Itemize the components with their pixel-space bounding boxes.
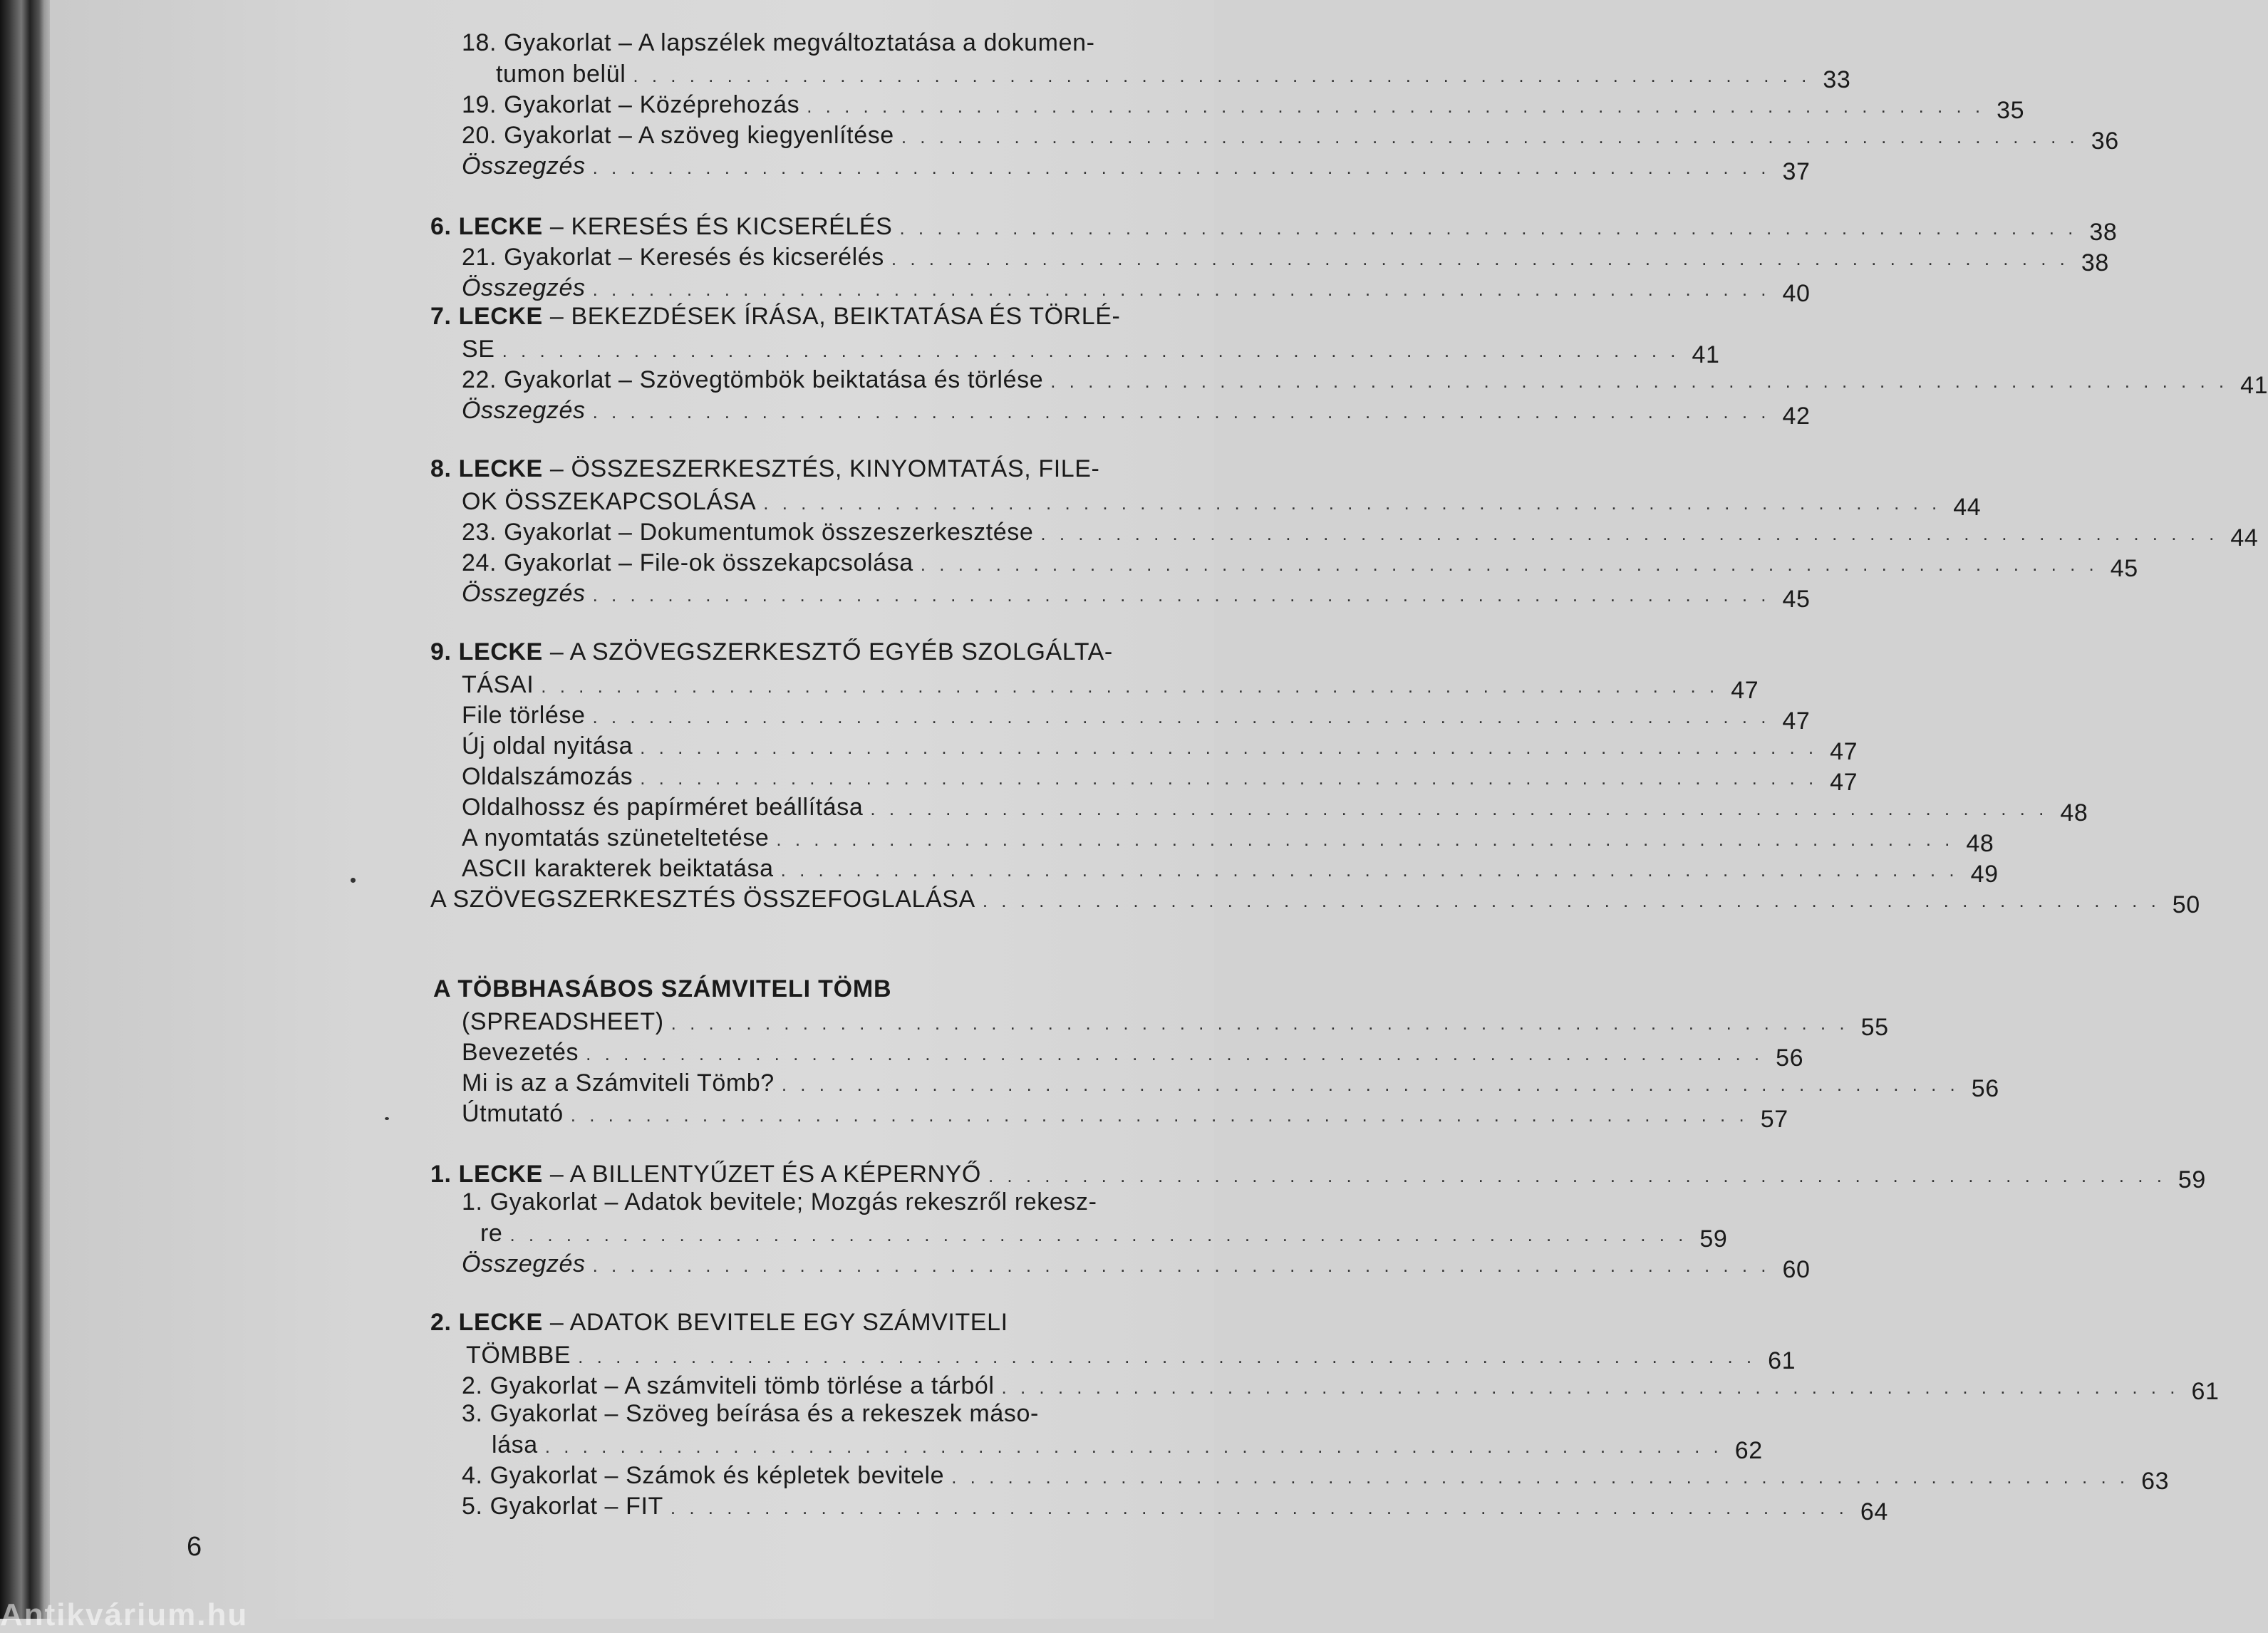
leader-dots: . . . . . . . . . . . . . . . . . . . . . . . . . . . . . . . . . . . . . . . . . . . . . . . . . . . . . . . . . . . . . . . [670, 1497, 1848, 1518]
toc-entry-text: re [480, 1220, 503, 1247]
toc-page-number: 41 [1692, 341, 1720, 368]
lesson-number: 9. LECKE [430, 638, 543, 665]
leader-dots: . . . . . . . . . . . . . . . . . . . . . . . . . . . . . . . . . . . . . . . . . . . . . . . . . . . . . . . . . . . . . . . [509, 1224, 1688, 1245]
leader-dots: . . . . . . . . . . . . . . . . . . . . . . . . . . . . . . . . . . . . . . . . . . . . . . . . . . . . . . . . . . . . . . . [592, 279, 1771, 300]
lesson-title-cont: TÁSAI [462, 671, 534, 698]
toc-page-number: 35 [1997, 97, 2025, 124]
leader-dots: . . . . . . . . . . . . . . . . . . . . . . . . . . . . . . . . . . . . . . . . . . . . . . . . . . . . . . . . . . . . . . . [982, 890, 2160, 911]
leader-dots: . . . . . . . . . . . . . . . . . . . . . . . . . . . . . . . . . . . . . . . . . . . . . . . . . . . . . . . . . . . . . . . [502, 340, 1680, 361]
leader-dots: . . . . . . . . . . . . . . . . . . . . . . . . . . . . . . . . . . . . . . . . . . . . . . . . . . . . . . . . . . . . . . . [592, 1255, 1771, 1276]
toc-entry [428, 1005, 1889, 1041]
toc-entry-text: A nyomtatás szüneteltetése [462, 824, 770, 851]
toc-entry-text: Új oldal nyitása [462, 732, 633, 760]
toc-page-number: 56 [1776, 1044, 1804, 1072]
toc-page-number: 44 [2230, 524, 2259, 551]
toc-entry-summary [428, 393, 1811, 430]
toc-page-number: 40 [1782, 280, 1811, 307]
section-title: A TÖBBHASÁBOS SZÁMVITELI TÖMB [433, 975, 892, 1002]
toc-entry [428, 240, 2109, 276]
toc-entry [428, 698, 1811, 735]
lesson-number: 8. LECKE [430, 455, 543, 482]
toc-entry-text: Összegzés [462, 1250, 586, 1277]
lesson-title: – BEKEZDÉSEK ÍRÁSA, BEIKTATÁSA ÉS TÖRLÉ- [542, 303, 1121, 330]
toc-entry-text: Mi is az a Számviteli Tömb? [462, 1069, 775, 1097]
toc-entry [428, 1066, 1999, 1102]
leader-dots: . . . . . . . . . . . . . . . . . . . . . . . . . . . . . . . . . . . . . . . . . . . . . . . . . . . . . . . . . . . . . . . [586, 1043, 1764, 1064]
toc-page-number: 59 [2178, 1166, 2206, 1193]
toc-page-number: 47 [1830, 738, 1858, 765]
leader-dots: . . . . . . . . . . . . . . . . . . . . . . . . . . . . . . . . . . . . . . . . . . . . . . . . . . . . . . . . . . . . . . . [776, 829, 1954, 850]
lesson-number: 7. LECKE [430, 303, 543, 330]
lesson-title: – ÖSSZESZERKESZTÉS, KINYOMTATÁS, FILE- [542, 455, 1100, 482]
toc-entry-text: Oldalhossz és papírméret beállítása [462, 794, 864, 821]
leader-dots: . . . . . . . . . . . . . . . . . . . . . . . . . . . . . . . . . . . . . . . . . . . . . . . . . . . . . . . . . . . . . . . [901, 126, 2079, 147]
toc-lesson-heading [428, 301, 1169, 332]
toc-page-number: 47 [1830, 769, 1858, 796]
toc-entry [428, 1035, 1804, 1072]
leader-dots: . . . . . . . . . . . . . . . . . . . . . . . . . . . . . . . . . . . . . . . . . . . . . . . . . . . . . . . . . . . . . . . [1040, 523, 2219, 544]
toc-entry-text: 19. Gyakorlat – Középrehozás [462, 91, 800, 118]
toc-entry-text: Útmutató [462, 1100, 564, 1127]
leader-dots: . . . . . . . . . . . . . . . . . . . . . . . . . . . . . . . . . . . . . . . . . . . . . . . . . . . . . . . . . . . . . . . [544, 1436, 1723, 1457]
toc-lesson-heading [428, 637, 1169, 668]
toc-page-number: 41 [2240, 372, 2268, 399]
leader-dots: . . . . . . . . . . . . . . . . . . . . . . . . . . . . . . . . . . . . . . . . . . . . . . . . . . . . . . . . . . . . . . . [570, 1104, 1749, 1126]
toc-entry [428, 484, 1982, 521]
toc-entry [428, 1428, 1763, 1464]
toc-entry [428, 118, 2119, 155]
toc-entry-summary [428, 576, 1811, 613]
page-number: 6 [187, 1532, 202, 1562]
leader-dots: . . . . . . . . . . . . . . . . . . . . . . . . . . . . . . . . . . . . . . . . . . . . . . . . . . . . . . . . . . . . . . . [578, 1346, 1756, 1367]
toc-entry [428, 363, 2268, 399]
toc-page-number: 61 [2191, 1378, 2220, 1405]
lesson-title-cont: SE [462, 336, 495, 363]
leader-dots: . . . . . . . . . . . . . . . . . . . . . . . . . . . . . . . . . . . . . . . . . . . . . . . . . . . . . . . . . . . . . . . [541, 675, 1719, 697]
toc-page-number: 42 [1782, 403, 1811, 430]
toc-page-number: 49 [1970, 861, 1999, 888]
toc-entry [428, 1369, 2220, 1405]
toc-entry-text: Bevezetés [462, 1039, 579, 1066]
lesson-title-cont: OK ÖSSZEKAPCSOLÁSA [462, 488, 757, 515]
toc-page-number: 62 [1734, 1437, 1763, 1464]
toc-entry [428, 57, 1851, 93]
leader-dots: . . . . . . . . . . . . . . . . . . . . . . . . . . . . . . . . . . . . . . . . . . . . . . . . . . . . . . . . . . . . . . . [640, 737, 1818, 758]
leader-dots: . . . . . . . . . . . . . . . . . . . . . . . . . . . . . . . . . . . . . . . . . . . . . . . . . . . . . . . . . . . . . . . [592, 401, 1771, 422]
toc-page-number: 48 [2060, 799, 2088, 826]
toc-page-number: 60 [1782, 1256, 1811, 1283]
toc-page-number: 45 [2110, 555, 2138, 582]
toc-entry-text: 4. Gyakorlat – Számok és képletek bevitele [462, 1462, 945, 1489]
leader-dots: . . . . . . . . . . . . . . . . . . . . . . . . . . . . . . . . . . . . . . . . . . . . . . . . . . . . . . . . . . . . . . . [592, 584, 1771, 606]
leader-dots: . . . . . . . . . . . . . . . . . . . . . . . . . . . . . . . . . . . . . . . . . . . . . . . . . . . . . . . . . . . . . . . [592, 157, 1771, 178]
toc-entry-line: 1. Gyakorlat – Adatok bevitele; Mozgás rekeszről rekesz- [462, 1188, 1097, 1215]
toc-page-number: 37 [1782, 158, 1811, 185]
toc-entry-text: 22. Gyakorlat – Szövegtömbök beiktatása és törlése [462, 366, 1044, 393]
toc-entry-text: Összegzés [462, 152, 586, 180]
toc-page-number: 38 [2089, 219, 2118, 246]
table-of-contents [428, 28, 2268, 1525]
leader-dots: . . . . . . . . . . . . . . . . . . . . . . . . . . . . . . . . . . . . . . . . . . . . . . . . . . . . . . . . . . . . . . . [592, 706, 1771, 727]
toc-page-number: 63 [2141, 1468, 2170, 1495]
toc-entry [428, 668, 1759, 704]
ink-speck [351, 878, 356, 883]
toc-entry [428, 729, 1858, 765]
leader-dots: . . . . . . . . . . . . . . . . . . . . . . . . . . . . . . . . . . . . . . . . . . . . . . . . . . . . . . . . . . . . . . . [951, 1466, 2130, 1488]
leader-dots: . . . . . . . . . . . . . . . . . . . . . . . . . . . . . . . . . . . . . . . . . . . . . . . . . . . . . . . . . . . . . . . [807, 95, 1985, 117]
toc-entry [428, 515, 2259, 551]
toc-entry-text: lása [492, 1431, 538, 1458]
leader-dots: . . . . . . . . . . . . . . . . . . . . . . . . . . . . . . . . . . . . . . . . . . . . . . . . . . . . . . . . . . . . . . . [870, 798, 2049, 819]
toc-page-number: 57 [1760, 1106, 1788, 1133]
leader-dots: . . . . . . . . . . . . . . . . . . . . . . . . . . . . . . . . . . . . . . . . . . . . . . . . . . . . . . . . . . . . . . . [891, 248, 2069, 269]
lesson-number: 2. LECKE [430, 1309, 543, 1336]
toc-entry [428, 760, 1858, 796]
toc-entry-text: A SZÖVEGSZERKESZTÉS ÖSSZEFOGLALÁSA [430, 886, 975, 913]
toc-entry [428, 332, 1720, 368]
toc-entry-text: 23. Gyakorlat – Dokumentumok összeszerkesztése [462, 519, 1034, 546]
leader-dots: . . . . . . . . . . . . . . . . . . . . . . . . . . . . . . . . . . . . . . . . . . . . . . . . . . . . . . . . . . . . . . . [633, 65, 1811, 86]
toc-page-number: 36 [2091, 128, 2119, 155]
toc-lesson-heading [428, 1307, 1169, 1338]
toc-page-number: 50 [2172, 891, 2200, 918]
lesson-title: – ADATOK BEVITELE EGY SZÁMVITELI [542, 1309, 1008, 1336]
leader-dots: . . . . . . . . . . . . . . . . . . . . . . . . . . . . . . . . . . . . . . . . . . . . . . . . . . . . . . . . . . . . . . . [988, 1165, 2166, 1186]
toc-entry-text: tumon belül [496, 61, 626, 88]
toc-entry-text: 24. Gyakorlat – File-ok összekapcsolása [462, 549, 913, 576]
toc-entry-text: Oldalszámozás [462, 763, 633, 790]
toc-entry [428, 882, 2200, 918]
lesson-title: – A BILLENTYŰZET ÉS A KÉPERNYŐ [542, 1161, 981, 1188]
toc-page-number: 56 [1971, 1075, 1999, 1102]
toc-page-number: 47 [1731, 677, 1759, 704]
toc-page-number: 61 [1768, 1347, 1796, 1374]
toc-entry-text: Összegzés [462, 397, 586, 424]
leader-dots: . . . . . . . . . . . . . . . . . . . . . . . . . . . . . . . . . . . . . . . . . . . . . . . . . . . . . . . . . . . . . . . [640, 767, 1818, 789]
toc-page-number: 45 [1782, 586, 1811, 613]
leader-dots: . . . . . . . . . . . . . . . . . . . . . . . . . . . . . . . . . . . . . . . . . . . . . . . . . . . . . . . . . . . . . . . [920, 554, 2098, 575]
leader-dots: . . . . . . . . . . . . . . . . . . . . . . . . . . . . . . . . . . . . . . . . . . . . . . . . . . . . . . . . . . . . . . . [780, 859, 1959, 881]
toc-page-number: 38 [2081, 249, 2109, 276]
lesson-number: 1. LECKE [430, 1161, 543, 1188]
toc-entry-summary [428, 271, 1811, 307]
toc-lesson-heading [428, 454, 1169, 484]
toc-entry-summary [428, 149, 1811, 185]
book-binding [0, 0, 50, 1619]
toc-entry-text: File törlése [462, 702, 586, 729]
leader-dots: . . . . . . . . . . . . . . . . . . . . . . . . . . . . . . . . . . . . . . . . . . . . . . . . . . . . . . . . . . . . . . . [1001, 1377, 2180, 1398]
toc-lesson-heading [428, 209, 2118, 246]
toc-page-number: 48 [1966, 830, 1994, 857]
toc-entry [428, 1338, 1796, 1374]
toc-entry [428, 851, 1999, 888]
toc-entry-text: 5. Gyakorlat – FIT [462, 1493, 663, 1520]
section-title-cont: (SPREADSHEET) [462, 1008, 664, 1035]
toc-entry [428, 1489, 1888, 1525]
toc-lesson-heading [428, 1157, 2206, 1193]
ink-speck [385, 1117, 389, 1120]
toc-entry [428, 1216, 1728, 1253]
leader-dots: . . . . . . . . . . . . . . . . . . . . . . . . . . . . . . . . . . . . . . . . . . . . . . . . . . . . . . . . . . . . . . . [670, 1012, 1849, 1034]
lesson-title: – A SZÖVEGSZERKESZTŐ EGYÉB SZOLGÁLTA- [542, 638, 1113, 665]
leader-dots: . . . . . . . . . . . . . . . . . . . . . . . . . . . . . . . . . . . . . . . . . . . . . . . . . . . . . . . . . . . . . . . [899, 217, 2078, 239]
toc-entry [428, 1458, 2170, 1495]
toc-entry-text: Összegzés [462, 580, 586, 607]
lesson-title: – KERESÉS ÉS KICSERÉLÉS [542, 213, 893, 240]
leader-dots: . . . . . . . . . . . . . . . . . . . . . . . . . . . . . . . . . . . . . . . . . . . . . . . . . . . . . . . . . . . . . . . [763, 492, 1942, 514]
toc-entry-text: 2. Gyakorlat – A számviteli tömb törlése a tárból [462, 1372, 995, 1399]
toc-entry [428, 790, 2088, 826]
leader-dots: . . . . . . . . . . . . . . . . . . . . . . . . . . . . . . . . . . . . . . . . . . . . . . . . . . . . . . . . . . . . . . . [781, 1074, 1959, 1095]
toc-entry [428, 88, 2025, 124]
lesson-title-cont: TÖMBBE [466, 1342, 571, 1369]
toc-entry-line: 18. Gyakorlat – A lapszélek megváltoztatása a dokumen- [462, 29, 1095, 56]
toc-page-number: 59 [1699, 1225, 1728, 1253]
watermark: Antikvárium.hu [0, 1597, 249, 1632]
toc-page-number: 64 [1860, 1498, 1888, 1525]
toc-page-number: 44 [1953, 494, 1982, 521]
toc-page-number: 33 [1823, 66, 1851, 93]
toc-entry [428, 821, 1994, 857]
toc-entry-text: 21. Gyakorlat – Keresés és kicserélés [462, 244, 884, 271]
toc-page-number: 47 [1782, 707, 1811, 735]
toc-entry-line: 3. Gyakorlat – Szöveg beírása és a rekeszek máso- [462, 1400, 1039, 1427]
lesson-number: 6. LECKE [430, 213, 543, 240]
toc-entry [428, 1097, 1788, 1133]
toc-entry-summary [428, 1247, 1811, 1283]
toc-entry-text: ASCII karakterek beiktatása [462, 855, 774, 882]
leader-dots: . . . . . . . . . . . . . . . . . . . . . . . . . . . . . . . . . . . . . . . . . . . . . . . . . . . . . . . . . . . . . . . [1050, 370, 2229, 392]
toc-entry [428, 546, 2138, 582]
toc-entry-text: Összegzés [462, 274, 586, 301]
toc-page-number: 55 [1860, 1014, 1889, 1041]
toc-entry-text: 20. Gyakorlat – A szöveg kiegyenlítése [462, 122, 894, 149]
